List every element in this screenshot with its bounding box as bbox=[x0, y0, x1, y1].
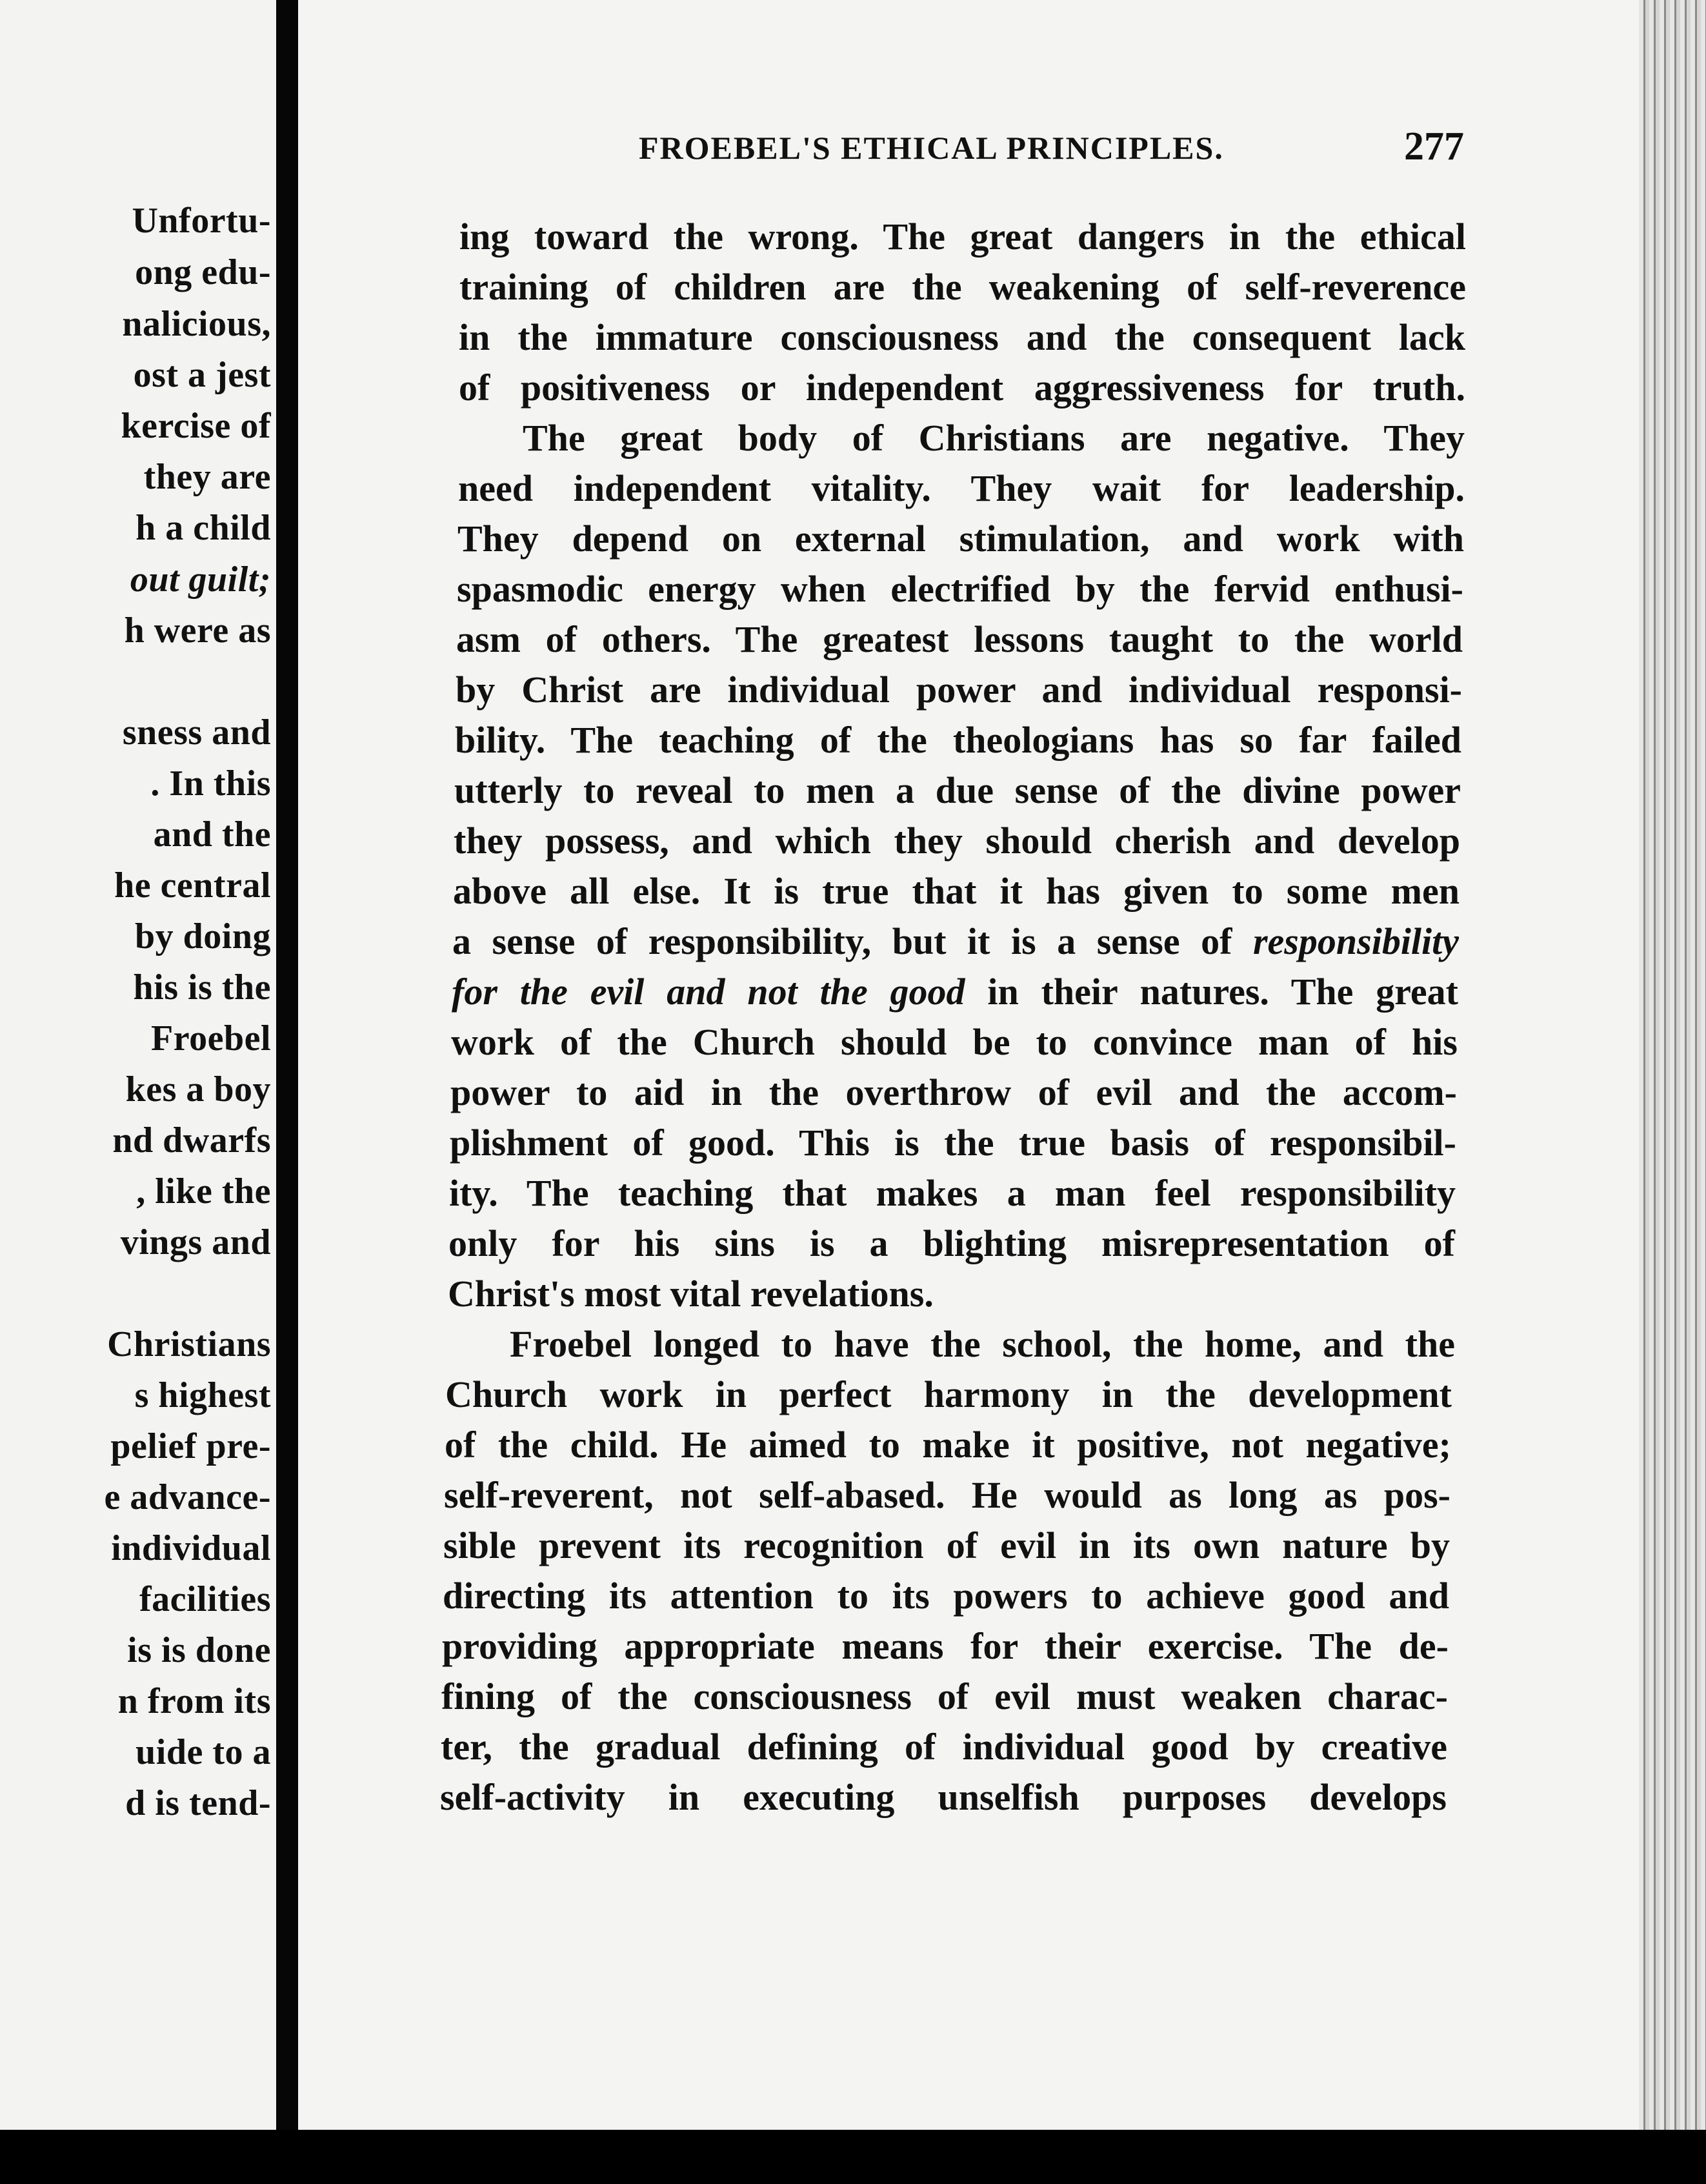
left-line: s highest bbox=[134, 1375, 271, 1415]
left-line: . In this bbox=[150, 763, 271, 804]
left-line: kes a boy bbox=[125, 1069, 271, 1109]
text-run: in their natures. The great bbox=[987, 971, 1458, 1013]
left-line: individual bbox=[111, 1528, 271, 1568]
text-line: utterly to reveal to men a due sense of the divine power bbox=[454, 769, 1461, 811]
text-line: above all else. It is true that it has given to some men bbox=[453, 870, 1460, 912]
text-line: work of the Church should be to convince man of his bbox=[451, 1021, 1458, 1063]
running-title: FROEBEL'S ETHICAL PRINCIPLES. bbox=[639, 130, 1224, 166]
left-line: pelief pre- bbox=[110, 1426, 271, 1466]
left-line: uide to a bbox=[135, 1732, 271, 1772]
left-line: is is done bbox=[127, 1630, 271, 1670]
text-line: Christ's most vital revelations. bbox=[448, 1273, 934, 1315]
text-line: ter, the gradual defining of individual good by creative bbox=[441, 1726, 1447, 1768]
left-line: Unfortu- bbox=[132, 201, 271, 241]
text-line: they possess, and which they should cherish and develop bbox=[454, 820, 1460, 862]
text-line: Froebel longed to have the school, the home, and the bbox=[510, 1323, 1455, 1365]
left-line: sness and bbox=[122, 713, 271, 753]
text-line: ity. The teaching that makes a man feel responsibility bbox=[449, 1172, 1456, 1214]
text-line: in the immature consciousness and the consequent lack bbox=[459, 316, 1465, 358]
page-number: 277 bbox=[1404, 125, 1464, 168]
left-page-fragment bbox=[0, 0, 276, 2130]
text-line: of the child. He aimed to make it positive, not negative; bbox=[445, 1424, 1451, 1466]
text-line bbox=[452, 921, 1459, 962]
left-line: nalicious, bbox=[122, 304, 271, 344]
text-line: training of children are the weakening of self-reverence bbox=[459, 266, 1466, 308]
scan-border bbox=[0, 2130, 1706, 2184]
left-line: his is the bbox=[133, 967, 271, 1007]
text-line: Church work in perfect harmony in the development bbox=[445, 1373, 1452, 1415]
book-gutter bbox=[276, 0, 298, 2184]
left-line: h were as bbox=[124, 611, 271, 651]
left-line: e advance- bbox=[104, 1477, 271, 1517]
text-line: ing toward the wrong. The great dangers in the ethical bbox=[459, 216, 1466, 258]
left-line: ong edu- bbox=[135, 252, 271, 292]
text-line: self-reverent, not self-abased. He would as long as pos- bbox=[444, 1474, 1450, 1516]
left-line: kercise of bbox=[121, 406, 271, 446]
left-line: ost a jest bbox=[133, 355, 271, 395]
text-line: The great body of Christians are negative. They bbox=[523, 417, 1465, 459]
text-line: spasmodic energy when electrified by the fervid enthusi- bbox=[457, 568, 1463, 610]
left-line: they are bbox=[143, 457, 271, 497]
left-line: Froebel bbox=[151, 1018, 271, 1058]
left-line: and the bbox=[153, 814, 271, 854]
left-line: vings and bbox=[120, 1222, 271, 1262]
left-line: h a child bbox=[135, 508, 271, 548]
left-line: Christians bbox=[107, 1324, 271, 1364]
left-line: , like the bbox=[136, 1171, 271, 1211]
italic-run: for the evil and not the good bbox=[452, 971, 965, 1013]
left-line: by doing bbox=[135, 916, 271, 956]
text-line: sible prevent its recognition of evil in its own nature by bbox=[443, 1524, 1450, 1566]
text-line: fining of the consciousness of evil must weaken charac- bbox=[441, 1675, 1448, 1717]
italic-run: responsibility bbox=[1252, 920, 1460, 962]
text-line: providing appropriate means for their exercise. The de- bbox=[442, 1625, 1449, 1667]
left-line: nd dwarfs bbox=[112, 1120, 271, 1160]
page-edges bbox=[1639, 0, 1706, 2184]
text-line: by Christ are individual power and individual responsi- bbox=[456, 669, 1462, 711]
text-line: power to aid in the overthrow of evil and the accom- bbox=[450, 1071, 1457, 1113]
text-line: need independent vitality. They wait for leadership. bbox=[458, 467, 1465, 509]
text-run: a sense of responsibility, but it is a sense of bbox=[452, 920, 1232, 962]
left-line: he central bbox=[114, 865, 271, 905]
left-line: n from its bbox=[117, 1681, 271, 1721]
left-line: d is tend- bbox=[125, 1783, 271, 1823]
text-line: directing its attention to its powers to achieve good and bbox=[443, 1575, 1449, 1617]
left-line: facilities bbox=[139, 1579, 271, 1619]
text-line bbox=[452, 971, 1458, 1013]
text-line: bility. The teaching of the theologians has so far failed bbox=[455, 719, 1461, 761]
left-line: out guilt; bbox=[130, 560, 271, 600]
text-line: self-activity in executing unselfish purposes develops bbox=[440, 1776, 1447, 1818]
text-line: of positiveness or independent aggressiveness for truth. bbox=[459, 367, 1465, 409]
text-line: They depend on external stimulation, and work with bbox=[457, 518, 1464, 560]
text-line: plishment of good. This is the true basis of responsibil- bbox=[450, 1122, 1456, 1164]
text-line: asm of others. The greatest lessons taught to the world bbox=[456, 618, 1463, 660]
text-line: only for his sins is a blighting misrepresentation of bbox=[448, 1222, 1455, 1264]
